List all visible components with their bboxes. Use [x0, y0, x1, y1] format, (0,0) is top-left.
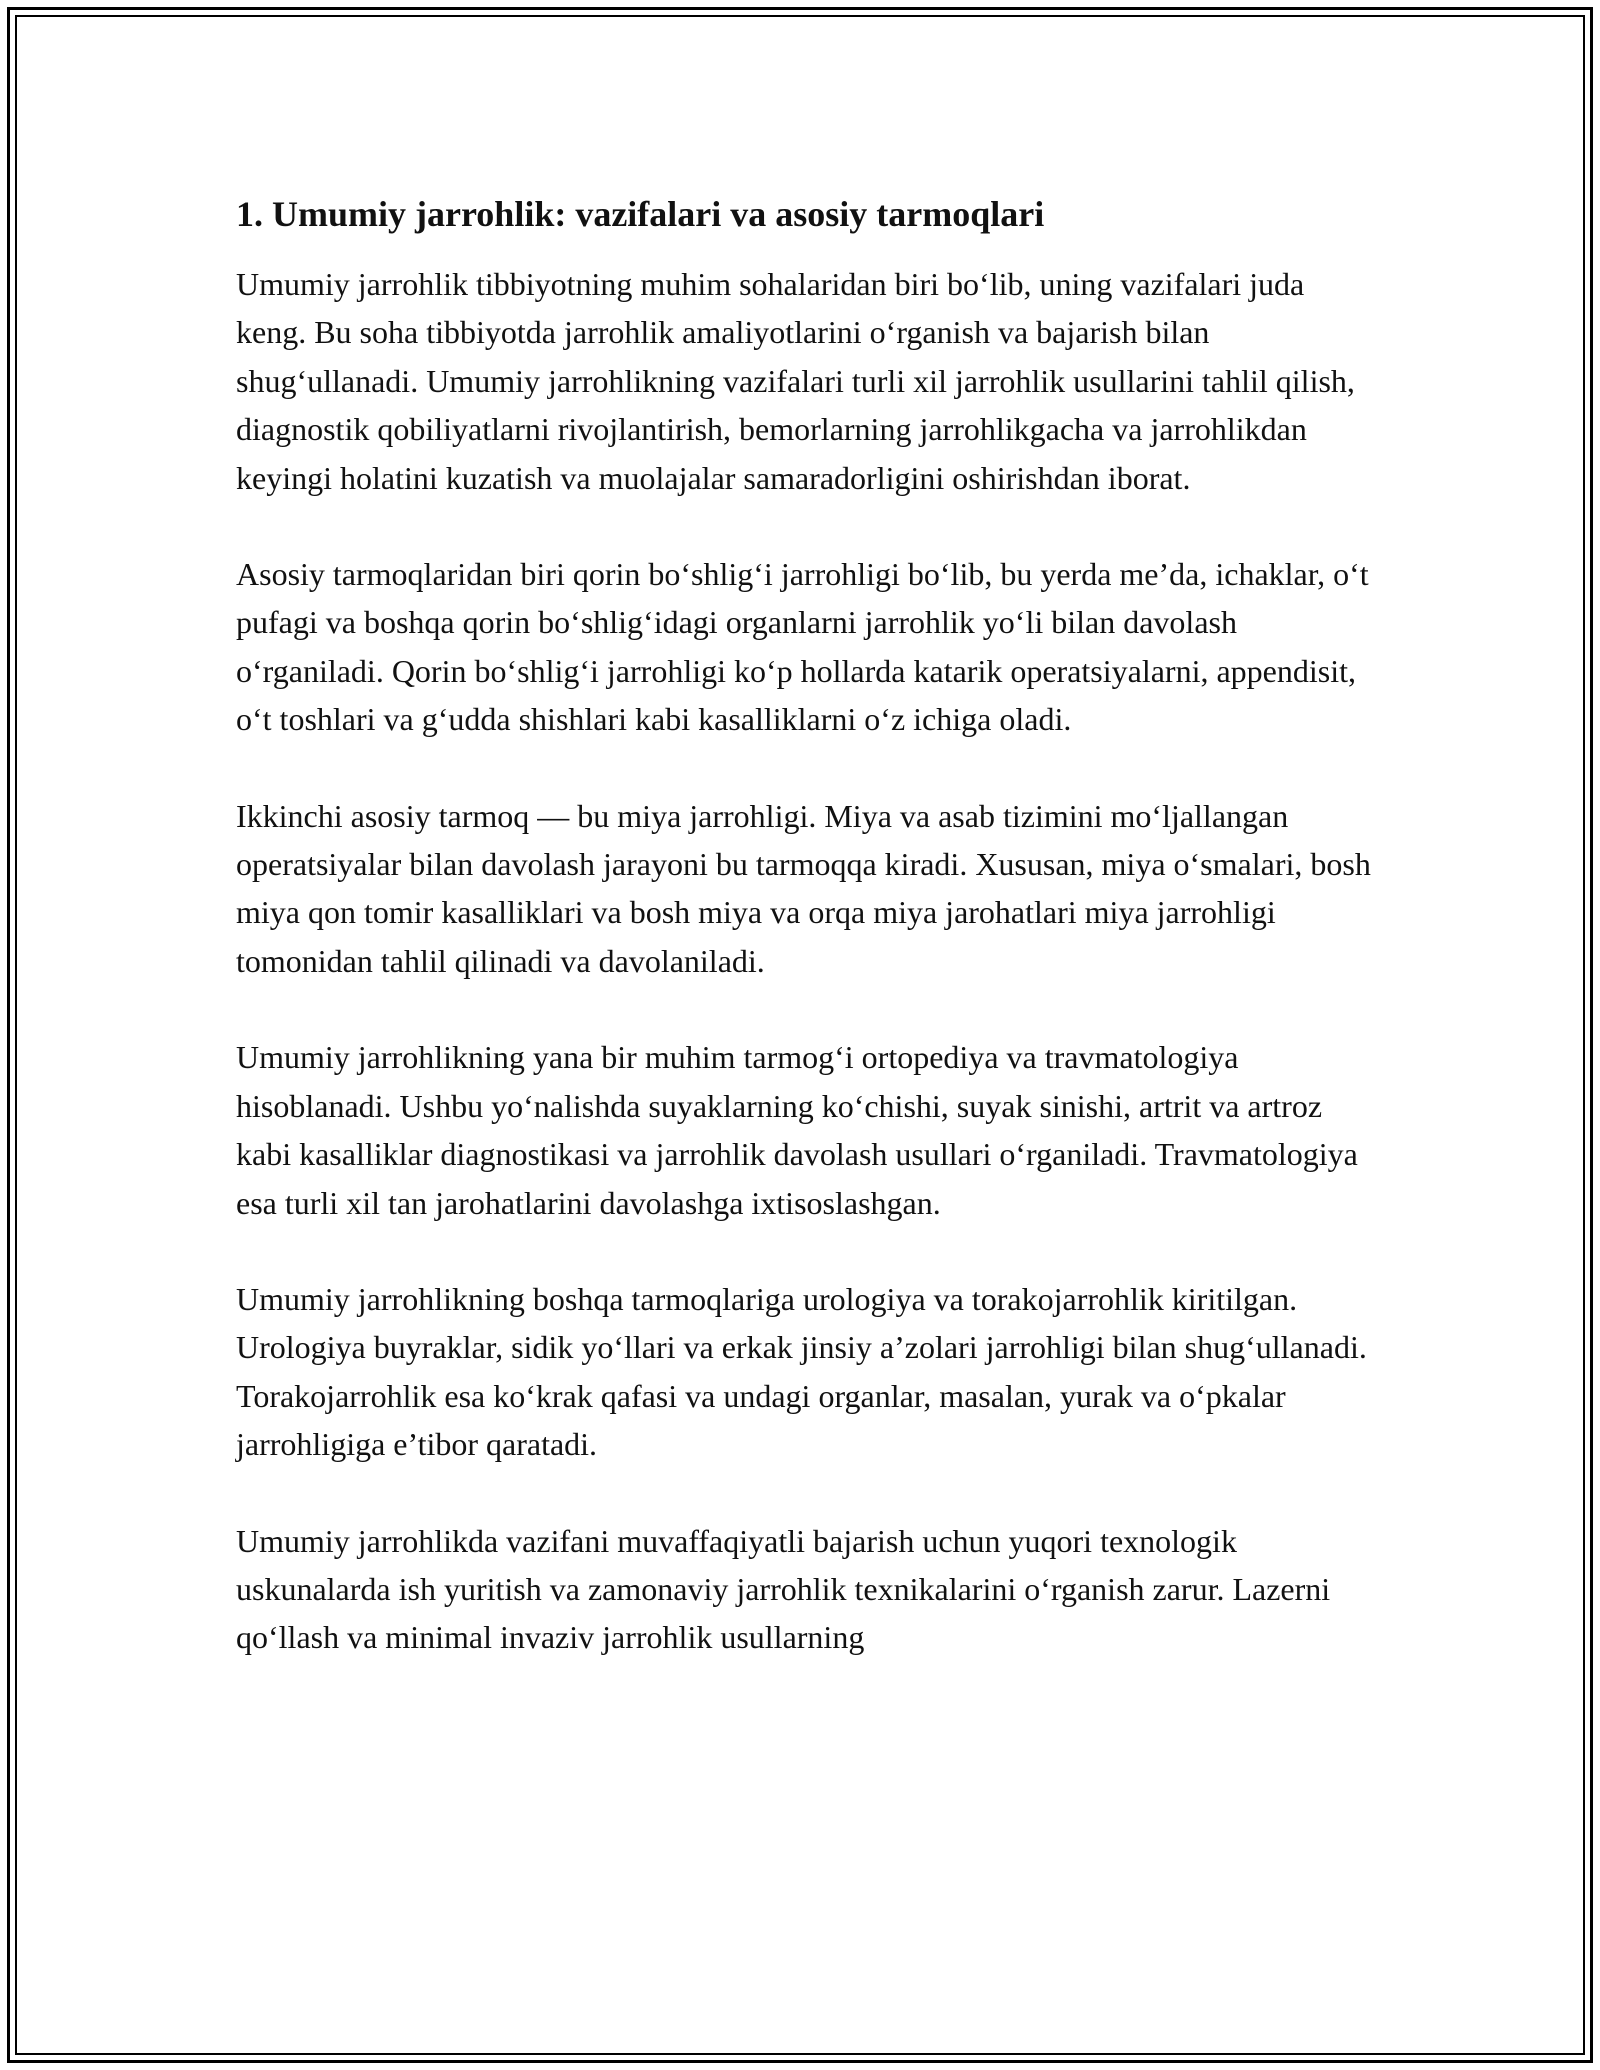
paragraph-5: Umumiy jarrohlikning boshqa tarmoqlariga urologiya va torakojarrohlik kiritilgan. Urologiya buyraklar, sidik yo‘llari va erkak jinsiy a’zolari jarrohligi bilan shug‘ullanadi. Torakojarrohlik esa ko‘krak qafasi va undagi organlar, masalan, yurak va o‘pkalar jarrohligiga e’tibor qaratadi.	[236, 1280, 1367, 1463]
document-body	[236, 190, 1376, 1710]
paragraph-4: Umumiy jarrohlikning yana bir muhim tarmog‘i ortopediya va travmatologiya hisoblanadi. Ushbu yo‘nalishda suyaklarning ko‘chishi, suyak sinishi, artrit va artroz kabi kasalliklar diagnostikasi va jarrohlik davolash usullari o‘rganiladi. Travmatologiya esa turli xil tan jarohatlarini davolashga ixtisoslashgan.	[236, 1039, 1358, 1221]
paragraph-2: Asosiy tarmoqlaridan biri qorin bo‘shlig‘i jarrohligi bo‘lib, bu yerda me’da, ichaklar, o‘t pufagi va boshqa qorin bo‘shlig‘idagi organlarni jarrohlik yo‘li bilan davolash o‘rganiladi. Qorin bo‘shlig‘i jarrohligi ko‘p hollarda katarik operatsiyalarni, appendisit, o‘t toshlari va g‘udda shishlari kabi kasalliklarni o‘z ichiga oladi.	[236, 556, 1369, 738]
section-heading: 1. Umumiy jarrohlik: vazifalari va asosiy tarmoqlari	[236, 194, 1045, 234]
paragraph-6: Umumiy jarrohlikda vazifani muvaffaqiyatli bajarish uchun yuqori texnologik uskunalarda ish yuritish va zamonaviy jarrohlik texnikalarini o‘rganish zarur. Lazerni qo‘llash va minimal invaziv jarrohlik usullarning	[236, 1522, 1331, 1656]
paragraph-1: Umumiy jarrohlik tibbiyotning muhim sohalaridan biri bo‘lib, uning vazifalari juda keng. Bu soha tibbiyotda jarrohlik amaliyotlarini o‘rganish va bajarish bilan shug‘ullanadi. Umumiy jarrohlikning vazifalari turli xil jarrohlik usullarini tahlil qilish, diagnostik qobiliyatlarni rivojlantirish, bemorlarning jarrohlikgacha va jarrohlikdan keyingi holatini kuzatish va muolajalar samaradorligini oshirishdan iborat.	[236, 266, 1355, 496]
paragraph-3: Ikkinchi asosiy tarmoq — bu miya jarrohligi. Miya va asab tizimini mo‘ljallangan operatsiyalar bilan davolash jarayoni bu tarmoqqa kiradi. Xususan, miya o‘smalari, bosh miya qon tomir kasalliklari va bosh miya va orqa miya jarohatlari miya jarrohligi tomonidan tahlil qilinadi va davolaniladi.	[236, 797, 1371, 979]
